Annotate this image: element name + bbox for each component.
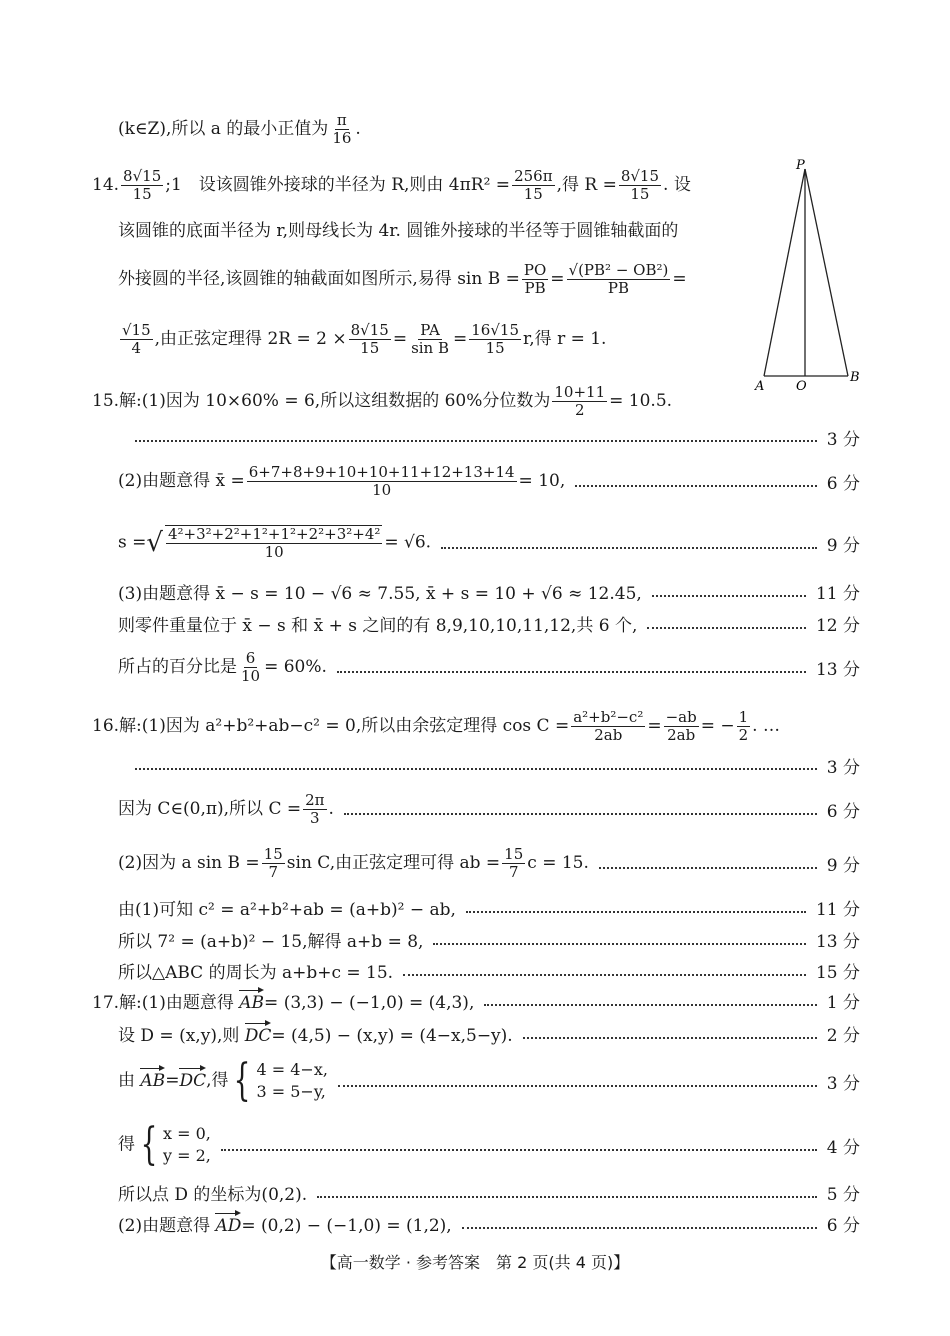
q17-text: =	[165, 1070, 180, 1091]
score: 2 分	[826, 1025, 860, 1046]
q14-text: . 设	[663, 175, 691, 195]
equation-system	[228, 1055, 328, 1106]
frac-num: 6+7+8+9+10+10+11+12+13+14	[248, 462, 515, 481]
q14-frac-b	[349, 322, 391, 357]
frac-den: 15	[360, 339, 380, 357]
dot-leader	[484, 1004, 816, 1006]
q17-line3	[118, 1056, 860, 1106]
dot-leader	[652, 595, 806, 597]
frac-num: π	[336, 111, 347, 129]
score: 3 分	[826, 429, 860, 450]
frac-num: √15	[122, 321, 151, 339]
q16-line3	[118, 844, 860, 881]
frac-den: 10	[264, 543, 284, 561]
q13-tail	[118, 112, 361, 147]
system-eq-1: 4 = 4−x,	[256, 1060, 328, 1079]
score: 11 分	[815, 899, 860, 920]
q17-text: 解:(1)由题意得	[119, 992, 240, 1013]
score: 12 分	[815, 615, 860, 636]
score: 6 分	[826, 801, 860, 822]
q16-text: 由(1)可知 c² = a²+b²+ab = (a+b)² − ab,	[118, 899, 456, 920]
question-number: 14.	[92, 175, 120, 195]
q14-line4: $\frac{√15}{4}$ ,由正弦定理得 2R = 2 × $\frac{8√15}{15}$ = $\frac{PA}{\text{sin B}}$ = $\frac{16√15}{15}$ r,得 r = 1.	[122, 321, 607, 357]
score: 9 分	[826, 535, 860, 556]
q14-frac-c	[409, 322, 451, 357]
dot-leader	[317, 1196, 817, 1198]
frac-num: PA	[420, 321, 440, 339]
system-eq-2: y = 2,	[163, 1146, 211, 1165]
q14-line2: 该圆锥的底面半径为 r,则母线长为 4r. 圆锥外接球的半径等于圆锥轴截面的	[118, 221, 679, 241]
sqrt-sign: √	[146, 528, 163, 558]
q16-text: = −	[700, 716, 735, 736]
system-lines	[256, 1059, 327, 1103]
frac-den: 3	[310, 808, 320, 827]
frac-den: 2	[738, 726, 749, 744]
frac-num: a²+b²−c²	[573, 708, 644, 726]
q16-ab-frac	[664, 709, 699, 744]
q15-frac	[552, 384, 607, 419]
q14-line3: 外接圆的半径,该圆锥的轴截面如图所示,易得 sin B = $\frac{PO}{PB}$ = $\frac{\text{√(PB² − OB²)}}{PB}$ =	[118, 261, 687, 297]
score: 6 分	[826, 473, 860, 494]
q17-line2	[118, 1018, 860, 1048]
q14-text: ,由正弦定理得 2R = 2 ×	[154, 329, 347, 349]
q13-text: (k∈Z),所以 a 的最小正值为	[118, 119, 329, 139]
q16-text: 因为 C∈(0,π),所以 C =	[118, 798, 302, 819]
frac-den: 15	[630, 185, 650, 203]
score: 6 分	[826, 1215, 860, 1236]
page-footer: 【高一数学 · 参考答案 第 2 页(共 4 页)】	[320, 1253, 630, 1272]
q14-text: r,得 r = 1.	[523, 329, 607, 349]
q17-text: = (3,3) − (−1,0) = (4,3),	[264, 992, 475, 1013]
q14-text: 外接圆的半径,该圆锥的轴截面如图所示,易得 sin B =	[118, 269, 520, 289]
q16-text: (2)因为 a sin B =	[118, 852, 260, 873]
q13-frac	[330, 112, 353, 147]
q17-text: ,得	[206, 1070, 229, 1091]
score: 15 分	[815, 962, 860, 983]
q17-text: 所以点 D 的坐标为(0,2).	[118, 1184, 308, 1205]
equation-system	[135, 1119, 211, 1170]
q16-half-frac	[737, 709, 751, 744]
frac-num: 6	[245, 648, 256, 667]
q15-text: s =	[118, 532, 147, 553]
frac-den: 2ab	[594, 726, 623, 744]
q17-text: 设 D = (x,y),则	[118, 1025, 245, 1046]
q17-text: = (4,5) − (x,y) = (4−x,5−y).	[271, 1025, 513, 1046]
score: 13 分	[815, 659, 860, 680]
q14-frac-sqrt	[567, 262, 671, 297]
left-brace: {	[234, 1055, 251, 1106]
q17-text: = (0,2) − (−1,0) = (1,2),	[241, 1215, 452, 1236]
question-number: 15.	[92, 391, 120, 411]
left-brace: {	[140, 1119, 158, 1170]
q15-line1	[92, 384, 672, 419]
q14-text: ;1 设该圆锥外接球的半径为 R,则由 4πR² =	[165, 175, 511, 195]
score: 1 分	[826, 992, 860, 1013]
score: 13 分	[815, 931, 860, 952]
q16-text	[118, 792, 334, 827]
q15-pct-frac	[239, 650, 262, 685]
vector-dc: DC	[179, 1070, 207, 1091]
frac-den: PB	[524, 279, 546, 297]
q15-text: = 60%.	[264, 656, 327, 677]
q15-mean-frac	[247, 464, 517, 499]
q14-frac-po	[522, 262, 548, 297]
q15-text: = 10,	[518, 470, 566, 491]
dot-leader	[466, 911, 806, 913]
vector-ab: AB	[239, 992, 265, 1013]
label-a: A	[755, 379, 765, 394]
q15-line6	[118, 648, 860, 685]
q17-line6	[118, 1208, 860, 1238]
label-p: P	[796, 158, 805, 173]
vector-ad: AD	[215, 1215, 242, 1236]
q14-text: ,得 R =	[556, 175, 617, 195]
q15-line2	[118, 462, 860, 499]
frac-num: 8√15	[123, 167, 162, 185]
q15-text: 所占的百分比是	[118, 656, 237, 677]
q16-text: 解:(1)因为 a²+b²+ab−c² = 0,所以由余弦定理得 cos C =	[119, 716, 570, 736]
q17-line5	[118, 1177, 860, 1207]
dot-leader	[403, 974, 806, 976]
edge-pa	[764, 169, 805, 376]
q17-text: 由	[118, 1070, 141, 1091]
q16-frac-a	[262, 846, 285, 881]
q15-text: 解:(1)因为 10×60% = 6,所以这组数据的 60%分位数为	[119, 391, 551, 411]
frac-num: 16√15	[471, 321, 519, 339]
q17-text: 得	[118, 1134, 135, 1155]
frac-num: PO	[523, 261, 547, 279]
q17-text	[118, 1211, 452, 1236]
frac-num: 4²+3²+2²+1²+1²+2²+3²+4²	[167, 525, 381, 543]
frac-den: 15	[523, 185, 543, 203]
frac-num: 1	[738, 708, 749, 726]
frac-num: 15	[504, 844, 524, 863]
q16-line2	[118, 790, 860, 827]
dot-leader	[462, 1227, 817, 1229]
q15-line3	[118, 525, 860, 561]
frac-den: 15	[485, 339, 505, 357]
dot-leader	[599, 867, 817, 869]
frac-den: 7	[508, 862, 519, 881]
q14-frac-a	[120, 322, 153, 357]
score: 11 分	[815, 583, 860, 604]
q14-frac-d	[469, 322, 521, 357]
q15-line4	[118, 576, 860, 606]
system-eq-1: x = 0,	[163, 1124, 211, 1143]
score: 9 分	[826, 855, 860, 876]
frac-num: 10+11	[554, 383, 606, 401]
dot-leader	[647, 627, 806, 629]
question-number: 17.	[92, 992, 120, 1013]
frac-den: 7	[268, 862, 278, 881]
q16-angle-frac	[303, 792, 326, 827]
frac-num: −ab	[665, 708, 697, 726]
q17-text	[118, 1021, 513, 1046]
q16-text: sin C,由正弦定理可得 ab =	[286, 852, 501, 873]
frac-den: 15	[132, 185, 152, 203]
q17-line4	[118, 1120, 860, 1170]
frac-num: 8√15	[620, 167, 660, 185]
cone-cross-section-figure	[752, 155, 864, 395]
label-b: B	[850, 370, 860, 385]
q15-text	[118, 525, 431, 561]
dot-leader	[221, 1149, 817, 1151]
vector-ab: AB	[140, 1070, 166, 1091]
q17-text	[118, 1119, 211, 1170]
q16-text: 所以 7² = (a+b)² − 15,解得 a+b = 8,	[118, 931, 424, 952]
frac-den: 2	[574, 401, 585, 419]
frac-den: sin B	[411, 339, 450, 357]
dot-leader	[523, 1037, 817, 1039]
frac-num: √(PB² − OB²)	[568, 261, 669, 279]
q17-text	[92, 988, 474, 1013]
frac-den: PB	[607, 279, 629, 297]
question-number: 16.	[92, 716, 120, 736]
q15-text: = √6.	[384, 532, 432, 553]
frac-den: 4	[131, 339, 142, 357]
q16-score-row-1	[135, 752, 860, 778]
q15-text	[118, 464, 565, 499]
frac-num: 8√15	[350, 321, 389, 339]
label-o: O	[796, 379, 807, 394]
q15-text: = 10.5.	[609, 391, 673, 411]
dot-leader	[135, 768, 817, 770]
q16-line4	[118, 892, 860, 922]
frac-den: 16	[332, 129, 352, 147]
dot-leader	[441, 547, 817, 549]
score: 3 分	[826, 1073, 860, 1094]
frac-num: 256π	[514, 167, 553, 185]
dot-leader	[575, 485, 817, 487]
q16-line5	[118, 924, 860, 954]
q15-text: 则零件重量位于 x̄ − s 和 x̄ + s 之间的有 8,9,10,10,11,12,共 6 个,	[118, 615, 638, 636]
q15-sd-frac	[165, 525, 382, 561]
frac-den: 10	[372, 480, 392, 499]
q16-text: c = 15.	[527, 852, 589, 873]
q17-text: (2)由题意得	[118, 1215, 216, 1236]
q16-text: .	[328, 798, 334, 819]
q15-score-row-1	[135, 424, 860, 450]
frac-num: 15	[263, 844, 283, 863]
q14-frac3	[619, 168, 661, 203]
system-eq-2: 3 = 5−y,	[256, 1082, 326, 1101]
score: 4 分	[826, 1137, 860, 1158]
system-lines	[163, 1123, 211, 1167]
q14-line1	[92, 168, 691, 203]
q15-text: (3)由题意得 x̄ − s = 10 − √6 ≈ 7.55, x̄ + s = 10 + √6 ≈ 12.45,	[118, 583, 642, 604]
q13-end: .	[355, 119, 361, 139]
q16-line1: 16.解:(1)因为 a²+b²+ab−c² = 0,所以由余弦定理得 cos C = $\frac{\text{a²+b²−c²}}{2ab}$ = $\frac{-ab}{2ab}$ = − $\frac{1}{2}$ . …	[92, 708, 780, 744]
frac-num: 2π	[305, 790, 325, 809]
q16-text: 所以△ABC 的周长为 a+b+c = 15.	[118, 962, 394, 983]
q14-frac2	[512, 168, 555, 203]
q14-answer-frac	[121, 168, 163, 203]
dot-leader	[135, 440, 817, 442]
q16-frac-b	[502, 846, 525, 881]
q17-text	[118, 1055, 328, 1106]
dot-leader	[344, 813, 817, 815]
score: 5 分	[826, 1184, 860, 1205]
dot-leader	[338, 1085, 817, 1087]
q17-line1	[92, 985, 860, 1015]
frac-den: 2ab	[667, 726, 696, 744]
q16-text	[118, 846, 589, 881]
q16-text: . …	[752, 716, 780, 736]
score: 3 分	[826, 757, 860, 778]
dot-leader	[433, 943, 806, 945]
frac-den: 10	[241, 666, 261, 685]
q16-cos-frac	[571, 709, 645, 744]
q15-text	[118, 650, 327, 685]
edge-pb	[805, 169, 848, 376]
q16-line6	[118, 955, 860, 985]
q15-text: (2)由题意得 x̄ =	[118, 470, 245, 491]
vector-dc: DC	[244, 1025, 272, 1046]
dot-leader	[337, 671, 806, 673]
q15-line5	[118, 608, 860, 638]
